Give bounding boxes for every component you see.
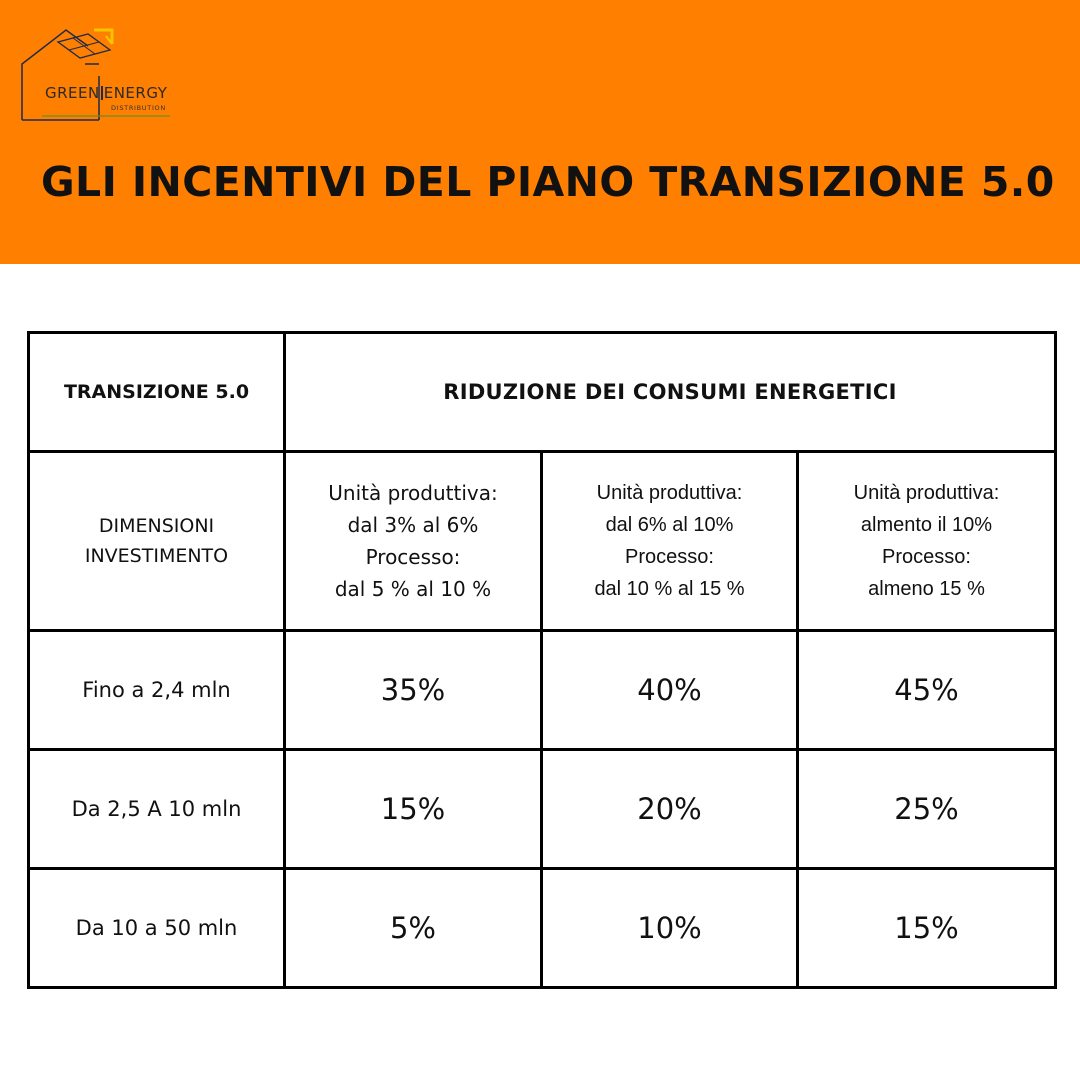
dimensions-header-line: DIMENSIONI xyxy=(98,515,215,537)
green-energy-logo xyxy=(18,24,178,128)
dimensions-header xyxy=(29,452,285,631)
dimensions-header-line: INVESTIMENTO xyxy=(84,545,229,567)
table-cell: 35% xyxy=(285,631,542,750)
column-header-2 xyxy=(542,452,798,631)
condition-line: Processo: xyxy=(365,545,461,569)
table-cell: 20% xyxy=(542,750,798,869)
table-cell: 45% xyxy=(798,631,1056,750)
table-cell: 25% xyxy=(798,750,1056,869)
condition-line: dal 5 % al 10 % xyxy=(334,577,492,601)
house-solar-icon xyxy=(18,24,178,128)
header-banner xyxy=(0,0,1080,264)
main-header: RIDUZIONE DEI CONSUMI ENERGETICI xyxy=(285,333,1056,452)
table-cell: 40% xyxy=(542,631,798,750)
table-subheader-row xyxy=(29,452,1056,631)
row-label: Da 2,5 A 10 mln xyxy=(29,750,285,869)
table-cell: 15% xyxy=(285,750,542,869)
condition-line: dal 3% al 6% xyxy=(347,513,479,537)
corner-label: TRANSIZIONE 5.0 xyxy=(29,333,285,452)
condition-line: almento il 10% xyxy=(860,514,993,536)
condition-line: almeno 15 % xyxy=(868,578,985,600)
logo-brand xyxy=(45,84,167,102)
table-cell: 15% xyxy=(798,869,1056,988)
table-header-row xyxy=(29,333,1056,452)
condition-line: dal 6% al 10% xyxy=(605,514,734,536)
incentives-table xyxy=(27,331,1057,989)
table-row xyxy=(29,750,1056,869)
table-cell: 10% xyxy=(542,869,798,988)
condition-line: Unità produttiva: xyxy=(853,482,1000,504)
page-title: GLI INCENTIVI DEL PIANO TRANSIZIONE 5.0 xyxy=(41,158,1055,206)
condition-line: dal 10 % al 15 % xyxy=(594,578,745,600)
condition-line: Unità produttiva: xyxy=(596,482,743,504)
logo-brand-left: GREEN xyxy=(45,84,100,102)
table-cell: 5% xyxy=(285,869,542,988)
table-row xyxy=(29,631,1056,750)
table-row xyxy=(29,869,1056,988)
condition-line: Unità produttiva: xyxy=(328,481,498,505)
condition-line: Processo: xyxy=(882,546,971,568)
logo-brand-right: ENERGY xyxy=(103,84,168,102)
logo-tagline: DISTRIBUTION xyxy=(111,104,166,112)
row-label: Da 10 a 50 mln xyxy=(29,869,285,988)
column-header-1 xyxy=(285,452,542,631)
row-label: Fino a 2,4 mln xyxy=(29,631,285,750)
condition-line: Processo: xyxy=(625,546,714,568)
column-header-3 xyxy=(798,452,1056,631)
